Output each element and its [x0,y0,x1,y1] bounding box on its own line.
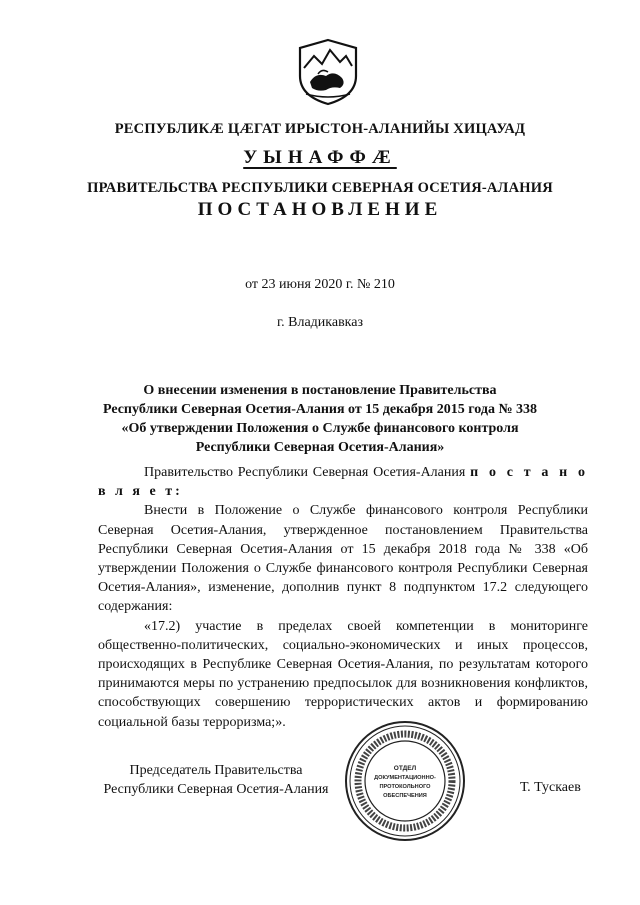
svg-text:ОБЕСПЕЧЕНИЯ: ОБЕСПЕЧЕНИЯ [383,793,427,799]
document-date-number: от 23 июня 2020 г. № 210 [245,277,395,292]
doc-type-ossetian: УЫНАФФÆ [243,147,397,168]
decree-verb: п о с т а н о в л я е т: [98,465,588,500]
title-line: Республики Северная Осетия-Алания от 15 декабря 2015 года № 338 [102,402,538,417]
document-city: г. Владикавказ [276,315,364,330]
government-name-russian: ПРАВИТЕЛЬСТВА РЕСПУБЛИКИ СЕВЕРНАЯ ОСЕТИЯ-АЛАНИЯ [87,180,553,196]
body-paragraph-decree: Правительство Республики Северная Осетия-Алания п о с т а н о в л я е т: [98,465,588,500]
signatory-name: Т. Тускаев [520,780,581,795]
title-line: Республики Северная Осетия-Алания» [195,440,445,455]
document-body [98,463,588,732]
svg-text:ПРОТОКОЛЬНОГО: ПРОТОКОЛЬНОГО [379,784,431,790]
document-title [0,381,640,457]
coat-of-arms-emblem [296,38,360,106]
republic-name-ossetian: РЕСПУБЛИКÆ ЦÆГАТ ИРЫСТОН-АЛАНИЙЫ ХИЦАУАД [114,121,526,137]
doc-type-russian: ПОСТАНОВЛЕНИЕ [197,199,443,220]
official-seal-stamp [344,720,466,842]
title-line: О внесении изменения в постановление Правительства [143,383,497,398]
svg-text:ДОКУМЕНТАЦИОННО-: ДОКУМЕНТАЦИОННО- [374,775,436,781]
body-paragraph-quote: «17.2) участие в пределах своей компетенции в мониторинге общественно-политических, социально-экономических и иных процессов, происходящих в Республике Северная Осетия-Алания, по результатам которого принимаются меры по устранению предпосылок для возникновения конфликтов, способствующих совершению террористических актов и формированию социальной базы терроризма;». [98,618,588,730]
title-line: «Об утверждении Положения о Службе финансового контроля [121,421,519,436]
body-paragraph-amendment: Внести в Положение о Службе финансового контроля Республики Северная Осетия-Алания, утвержденное постановлением Правительства Республики Северная Осетия-Алания от 15 декабря 2018 года № 338 «Об утверждении Положения о Службе финансового контроля Республики Северная Осетия-Алания», изменение, дополнив пункт 8 подпунктом 17.2 следующего содержания: [98,503,588,615]
signatory-position: Председатель Правительства Республики Северная Осетия-Алания [103,763,329,797]
svg-text:ОТДЕЛ: ОТДЕЛ [393,765,417,772]
